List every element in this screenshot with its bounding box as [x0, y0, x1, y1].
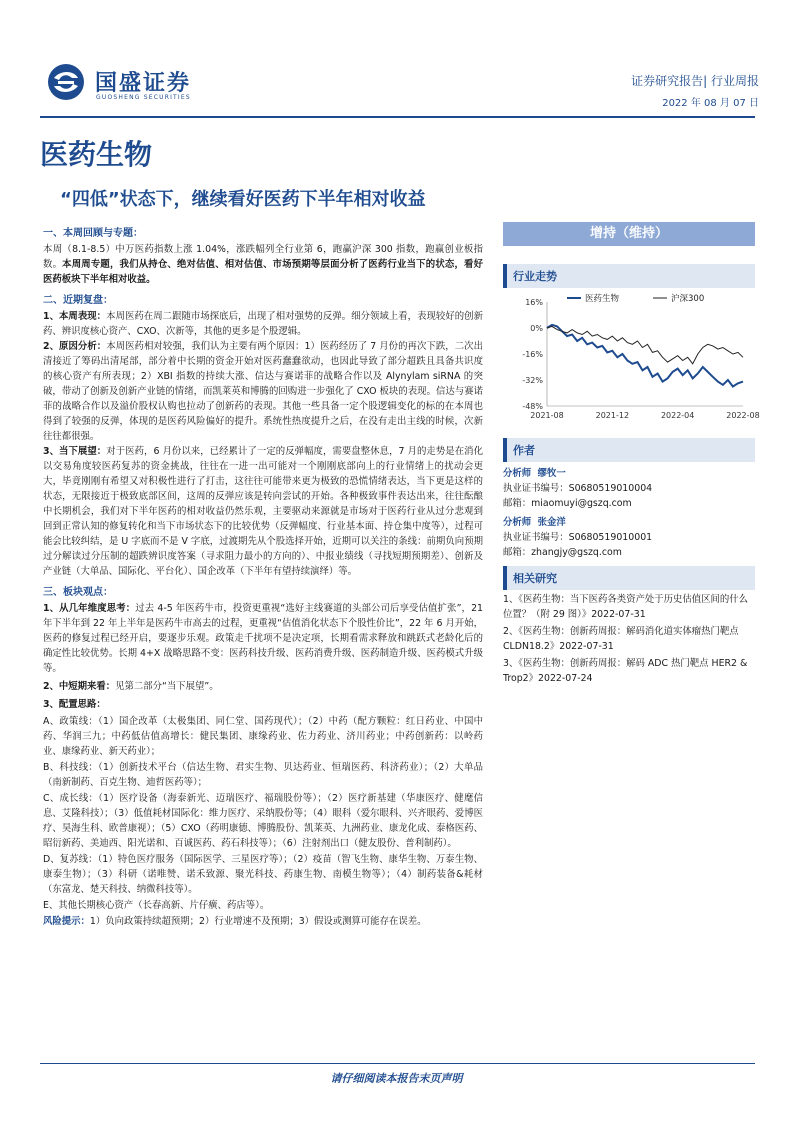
series-line-2: [547, 326, 743, 363]
report-type: 证券研究报告| 行业周报: [631, 74, 759, 88]
related-item-3[interactable]: 3、《医药生物：创新药周报：解码 ADC 热门靶点 HER2 & Trop2》2022-07-24: [503, 658, 748, 684]
x-tick-label: 2021-08: [530, 411, 564, 420]
sector-title: 医药生物: [40, 138, 153, 171]
footer-disclaimer: 请仔细阅读本报告末页声明: [330, 1072, 463, 1085]
analyst-1-name: 缪牧一: [537, 468, 566, 479]
author-title: 作者: [503, 438, 755, 462]
recap-outlook: 3、当下展望：对于医药，6 月份以来，已经累计了一定的反弹幅度，需要盘整休息，7 月的走势是在消化以交易角度较医药复苏的资金挑战，往往在一进一出可能对一个刚刚底部向上的行业情绪上的扰动会更大，毕竟刚刚有希望又对积极性进行了打击，这往往可能带来更为极致的恐慌情绪表达，当下更是这样的状态，无限接近于极致底部区间，这周的反弹应该是转向尝试的开始。各种极致事件表达出来，往往酝酿中长期机会，我们对下半年医药的相对收益仍然乐观，主要驱动来源就是市场对于医药行业从过分悲观到回到正常认知的修复转化和当下市场状态下的比较优势（反弹幅度、行业基本面、持仓集中度等），过程可能会比较纠结，是 U 字底而不是 V 字底，过渡期先从个股选择开始，近期可以关注的条线：前期负向预期过分解读过分压制的超跌辨识度答案（寻求阻力最小的方向的）、中报业绩线（寻找短期预期差）、创新及产业链（大单品、国际化、平台化）、国企改革（下半年有望持续演绎）等。: [43, 446, 483, 577]
view-long-term: 1、从几年维度思考：过去 4-5 年医药牛市，投资更重视“选好主线赛道的头部公司后享受估值扩张”，21 年下半年到 22 年上半年是医药牛市高去的过程，更重视“估值消化状态下个股性价比”，22 年 6 月开始，医药的修复过程已经开启，要逐步乐观。政策走千扰项不是决定项，长期看需求释放和跳跃式老龄化后的确定性比较优势。长期 4+X 战略思路不变：医药科技升级、医药消费升级、医药制造升级、医药模式升级等。: [43, 603, 483, 674]
y-tick-label: -32%: [522, 376, 543, 385]
analyst-2-cert: 执业证书编号：S0680519010001: [503, 532, 653, 543]
main-body: [43, 222, 483, 929]
analyst-2-name: 张金洋: [537, 517, 566, 528]
trend-chart: [503, 288, 760, 428]
x-tick-label: 2021-12: [595, 411, 630, 420]
report-header: [0, 0, 793, 120]
logo-name: 国盛证券: [95, 70, 192, 96]
header-divider: [40, 116, 755, 118]
legend-label: 医药生物: [585, 294, 620, 304]
analyst-1: 分析师 缪牧一 执业证书编号：S0680519010004 邮箱：miaomuyi@gszq.com: [503, 466, 755, 511]
risk-warning: 风险提示：1）负向政策持续超预期；2）行业增速不及预期；3）假设或测算可能存在误差。: [43, 916, 427, 927]
analyst-1-cert: 执业证书编号：S0680519010004: [503, 483, 653, 494]
analyst-2: 分析师 张金洋 执业证书编号：S0680519010001 邮箱：zhangjy@gszq.com: [503, 515, 755, 560]
allocation-line-a: A、政策线：（1）国企改革（太极集团、同仁堂、国药现代）；（2）中药（配方颗粒：红日药业、中国中药、华润三九；中药低估值高增长：健民集团、康缘药业、佐力药业、济川药业；中药创新药：以岭药业、康缘药业、新天药业）；: [43, 716, 483, 757]
trend-chart-svg: [503, 288, 760, 428]
allocation-line-d: D、复苏线：（1）特色医疗服务（国际医学、三星医疗等）；（2）疫苗（智飞生物、康华生物、万泰生物、康泰生物）；（3）科研（诺唯赞、诺禾致源、聚光科技、药康生物、南模生物等）；（4）制药装备&耗材（东富龙、楚天科技、纳微科技等）。: [43, 854, 483, 895]
x-tick-label: 2022-08: [726, 411, 760, 420]
y-tick-label: -16%: [522, 350, 543, 359]
related-item-2[interactable]: 2、《医药生物：创新药周报：解码消化道实体瘤热门靶点 CLDN18.2》2022-07-31: [503, 626, 739, 652]
view-allocation-title: 3、配置思路：: [43, 699, 106, 710]
sidebar: [503, 222, 760, 686]
y-tick-label: 0%: [530, 324, 543, 333]
y-tick-label: -48%: [522, 402, 543, 411]
rating-badge: 增持（维持）: [503, 222, 755, 246]
related-item-1[interactable]: 1、《医药生物：当下医药各类资产处于历史估值区间的什么位置？（附 29 图）》2022-07-31: [503, 594, 749, 620]
logo-english: GUOSHENG SECURITIES: [96, 94, 191, 101]
analyst-1-email[interactable]: 邮箱：miaomuyi@gszq.com: [503, 498, 632, 509]
related-title: 相关研究: [503, 566, 755, 590]
recap-reasons: 2、原因分析：本周医药相对较强，我们认为主要有两个原因：1）医药经历了 7 月份的再次下跌，二次出清接近了筹码出清尾部，部分着中长期的资金开始对医药蠢蠢欲动，也因此导致了部分超跌且具备共识度的核心资产有所表现；2）XBI 指数的持续大涨、信达与赛诺菲的战略合作以及 Alynylam siRNA 的突破，带动了创新及创新产业链的情绪，而凯莱英和博腾的回购进一步强化了 CXO 板块的表现。信达与赛诺菲的战略合作以及溢价股权认购也拉动了创新药的表现。其他一些具备一定个股逻辑变化的标的在本周也得到了较强的反弹，体现的是医药风险偏好的提升。系统性热度提升之后，在没有走出主线的时候，次新往往都很强。: [43, 341, 483, 442]
y-tick-label: 16%: [525, 298, 543, 307]
section-recap-title: 二、近期复盘：: [43, 295, 113, 306]
series-line-1: [547, 325, 743, 387]
footer-divider: [40, 1063, 755, 1064]
x-tick-label: 2022-04: [660, 411, 695, 420]
recap-performance: 1、本周表现：本周医药在周二跟随市场探底后，出现了相对强势的反弹。细分领域上看，表现较好的创新药、辨识度核心资产、CXO、次新等，其他的更多是个股逻辑。: [43, 311, 483, 337]
allocation-line-c: C、成长线：（1）医疗设备（海泰新光、迈瑞医疗、福瑞股份等）；（2）医疗新基建（华康医疗、健麾信息、艾隆科技）；（3）低值耗材国际化：维力医疗、采纳股份等；（4）眼科（爱尔眼科、兴齐眼药、爱博医疗、昊海生科、欧普康视）；（5）CXO（药明康德、博腾股份、凯莱英、九洲药业、康龙化成、泰格医药、昭衍新药、美迪西、阳光诺和、百诚医药、药石科技等）；（6）注射剂出口（健友股份、普利制药）。: [43, 793, 483, 849]
allocation-line-e: E、其他长期核心资产（长春高新、片仔癀、药店等）。: [43, 900, 270, 911]
view-short-term: 2、中短期来看：见第二部分“当下展望”。: [43, 681, 219, 692]
section-view-title: 三、板块观点：: [43, 587, 113, 598]
section-review-body: 本周（8.1-8.5）中万医药指数上涨 1.04%，涨跌幅列全行业第 6，跑赢沪深 300 指数，跑赢创业板指数。本周周专题，我们从持仓、绝对估值、相对估值、市场预期等层面分析了医药行业当下的状态，看好医药板块下半年相对收益。: [43, 244, 483, 285]
section-review-title: 一、本周回顾与专题：: [43, 228, 143, 239]
legend-label: 沪深300: [671, 294, 705, 304]
report-headline: “四低”状态下，继续看好医药下半年相对收益: [60, 189, 426, 210]
allocation-line-b: B、科技线：（1）创新技术平台（信达生物、君实生物、贝达药业、恒瑞医药、科济药业）；（2）大单品（南新制药、百克生物、迪哲医药等）；: [43, 762, 483, 788]
analyst-2-email[interactable]: 邮箱：zhangjy@gszq.com: [503, 547, 622, 558]
trend-title: 行业走势: [503, 264, 755, 288]
logo-icon: [46, 62, 86, 102]
report-date: 2022 年 08 月 07 日: [662, 98, 759, 109]
